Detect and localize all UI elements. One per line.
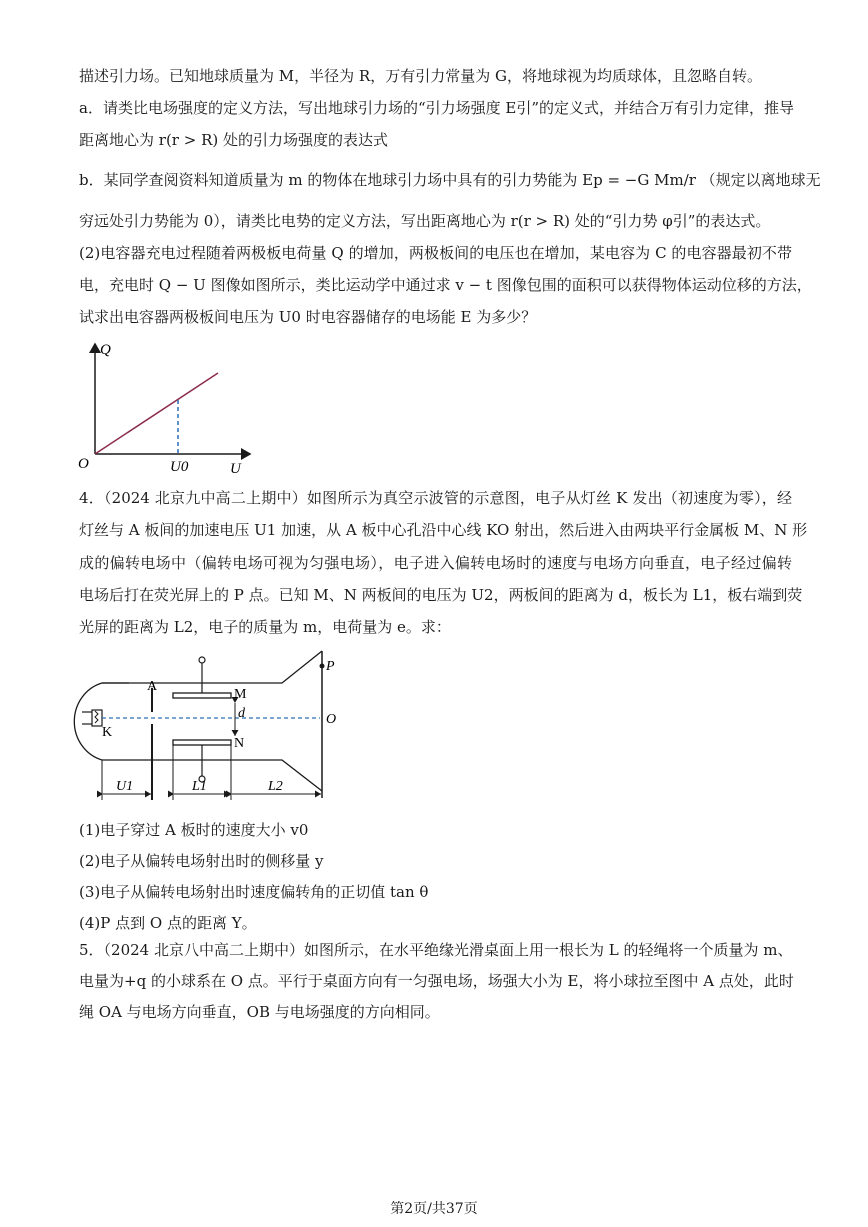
q4-line-1: 4．（2024 北京九中高二上期中）如图所示为真空示波管的示意图，电子从灯丝 K 发出（初速度为零），经	[79, 489, 792, 507]
label-U1: U1	[116, 779, 134, 794]
label-P: P	[326, 659, 335, 674]
label-O: O	[326, 712, 337, 727]
intro-line-7: 电，充电时 Q − U 图像如图所示，类比运动学中通过求 v − t 图像包围的面积可以获得物体运动位移的方法，	[79, 276, 812, 294]
intro-line-8: 试求出电容器两极板间电压为 U0 时电容器储存的电场能 E 为多少？	[79, 308, 537, 326]
q4-line-4: 电场后打在荧光屏上的 P 点。已知 M、N 两板间的电压为 U2，两板间的距离为 d，板长为 L1，板右端到荧	[79, 586, 803, 604]
q5-line-1: 5．（2024 北京八中高二上期中）如图所示，在水平绝缘光滑桌面上用一根长为 L 的轻绳将一个质量为 m、	[79, 941, 793, 959]
y-axis-label: Q	[100, 342, 111, 358]
label-K: K	[102, 725, 113, 740]
terminal-M	[199, 657, 205, 663]
intro-line-6: (2)电容器充电过程随着两极板电荷量 Q 的增加，两极板间的电压也在增加，某电容为 C 的电容器最初不带	[79, 244, 792, 262]
q4-line-2: 灯丝与 A 板间的加速电压 U1 加速，从 A 板中心孔沿中心线 KO 射出，然后进入由两块平行金属板 M、N 形	[79, 521, 808, 539]
q5-line-3: 绳 OA 与电场方向垂直，OB 与电场强度的方向相同。	[79, 1003, 440, 1021]
label-d: d	[238, 706, 245, 721]
tube-body-bottom	[102, 760, 322, 791]
plate-M	[173, 693, 231, 698]
u0-label: U0	[170, 459, 189, 475]
intro-line-4: b．某同学查阅资料知道质量为 m 的物体在地球引力场中具有的引力势能为 Ep = −G Mm/r （规定以离地球无	[79, 171, 821, 189]
point-P	[320, 664, 325, 669]
plate-N	[173, 740, 231, 745]
question-2: (2)电子从偏转电场射出时的侧移量 y	[79, 852, 324, 870]
label-L2: L2	[268, 779, 283, 794]
page-number-footer: 第2页/共37页	[390, 1201, 478, 1217]
label-N: N	[234, 736, 245, 751]
question-3: (3)电子从偏转电场射出时速度偏转角的正切值 tan θ	[79, 883, 429, 901]
q-u-line	[95, 373, 218, 454]
q4-line-5: 光屏的距离为 L2，电子的质量为 m，电荷量为 e。求：	[79, 618, 451, 636]
intro-line-2: a．请类比电场强度的定义方法，写出地球引力场的“引力场强度 E引”的定义式，并结合万有引力定律，推导	[79, 99, 795, 117]
q-u-graph	[72, 334, 262, 479]
origin-label: O	[78, 456, 89, 472]
question-1: (1)电子穿过 A 板时的速度大小 v0	[79, 821, 309, 839]
oscilloscope-tube-diagram	[72, 648, 362, 808]
intro-line-3: 距离地心为 r(r > R) 处的引力场强度的表达式	[79, 131, 388, 149]
x-axis-label: U	[230, 461, 241, 477]
q5-line-2: 电量为+q 的小球系在 O 点。平行于桌面方向有一匀强电场，场强大小为 E，将小球拉至图中 A 点处，此时	[79, 972, 794, 990]
tube-body-top	[102, 651, 322, 683]
intro-line-1: 描述引力场。已知地球质量为 M，半径为 R，万有引力常量为 G，将地球视为均质球体，且忽略自转。	[79, 67, 762, 85]
label-M: M	[234, 687, 247, 702]
label-A: A	[147, 679, 158, 694]
intro-line-5: 穷远处引力势能为 0），请类比电势的定义方法，写出距离地心为 r(r > R) 处的“引力势 φ引”的表达式。	[79, 212, 771, 230]
label-L1: L1	[192, 779, 207, 794]
q4-line-3: 成的偏转电场中（偏转电场可视为匀强电场），电子进入偏转电场时的速度与电场方向垂直，电子经过偏转	[79, 554, 792, 572]
question-4: (4)P 点到 O 点的距离 Y。	[79, 914, 257, 932]
